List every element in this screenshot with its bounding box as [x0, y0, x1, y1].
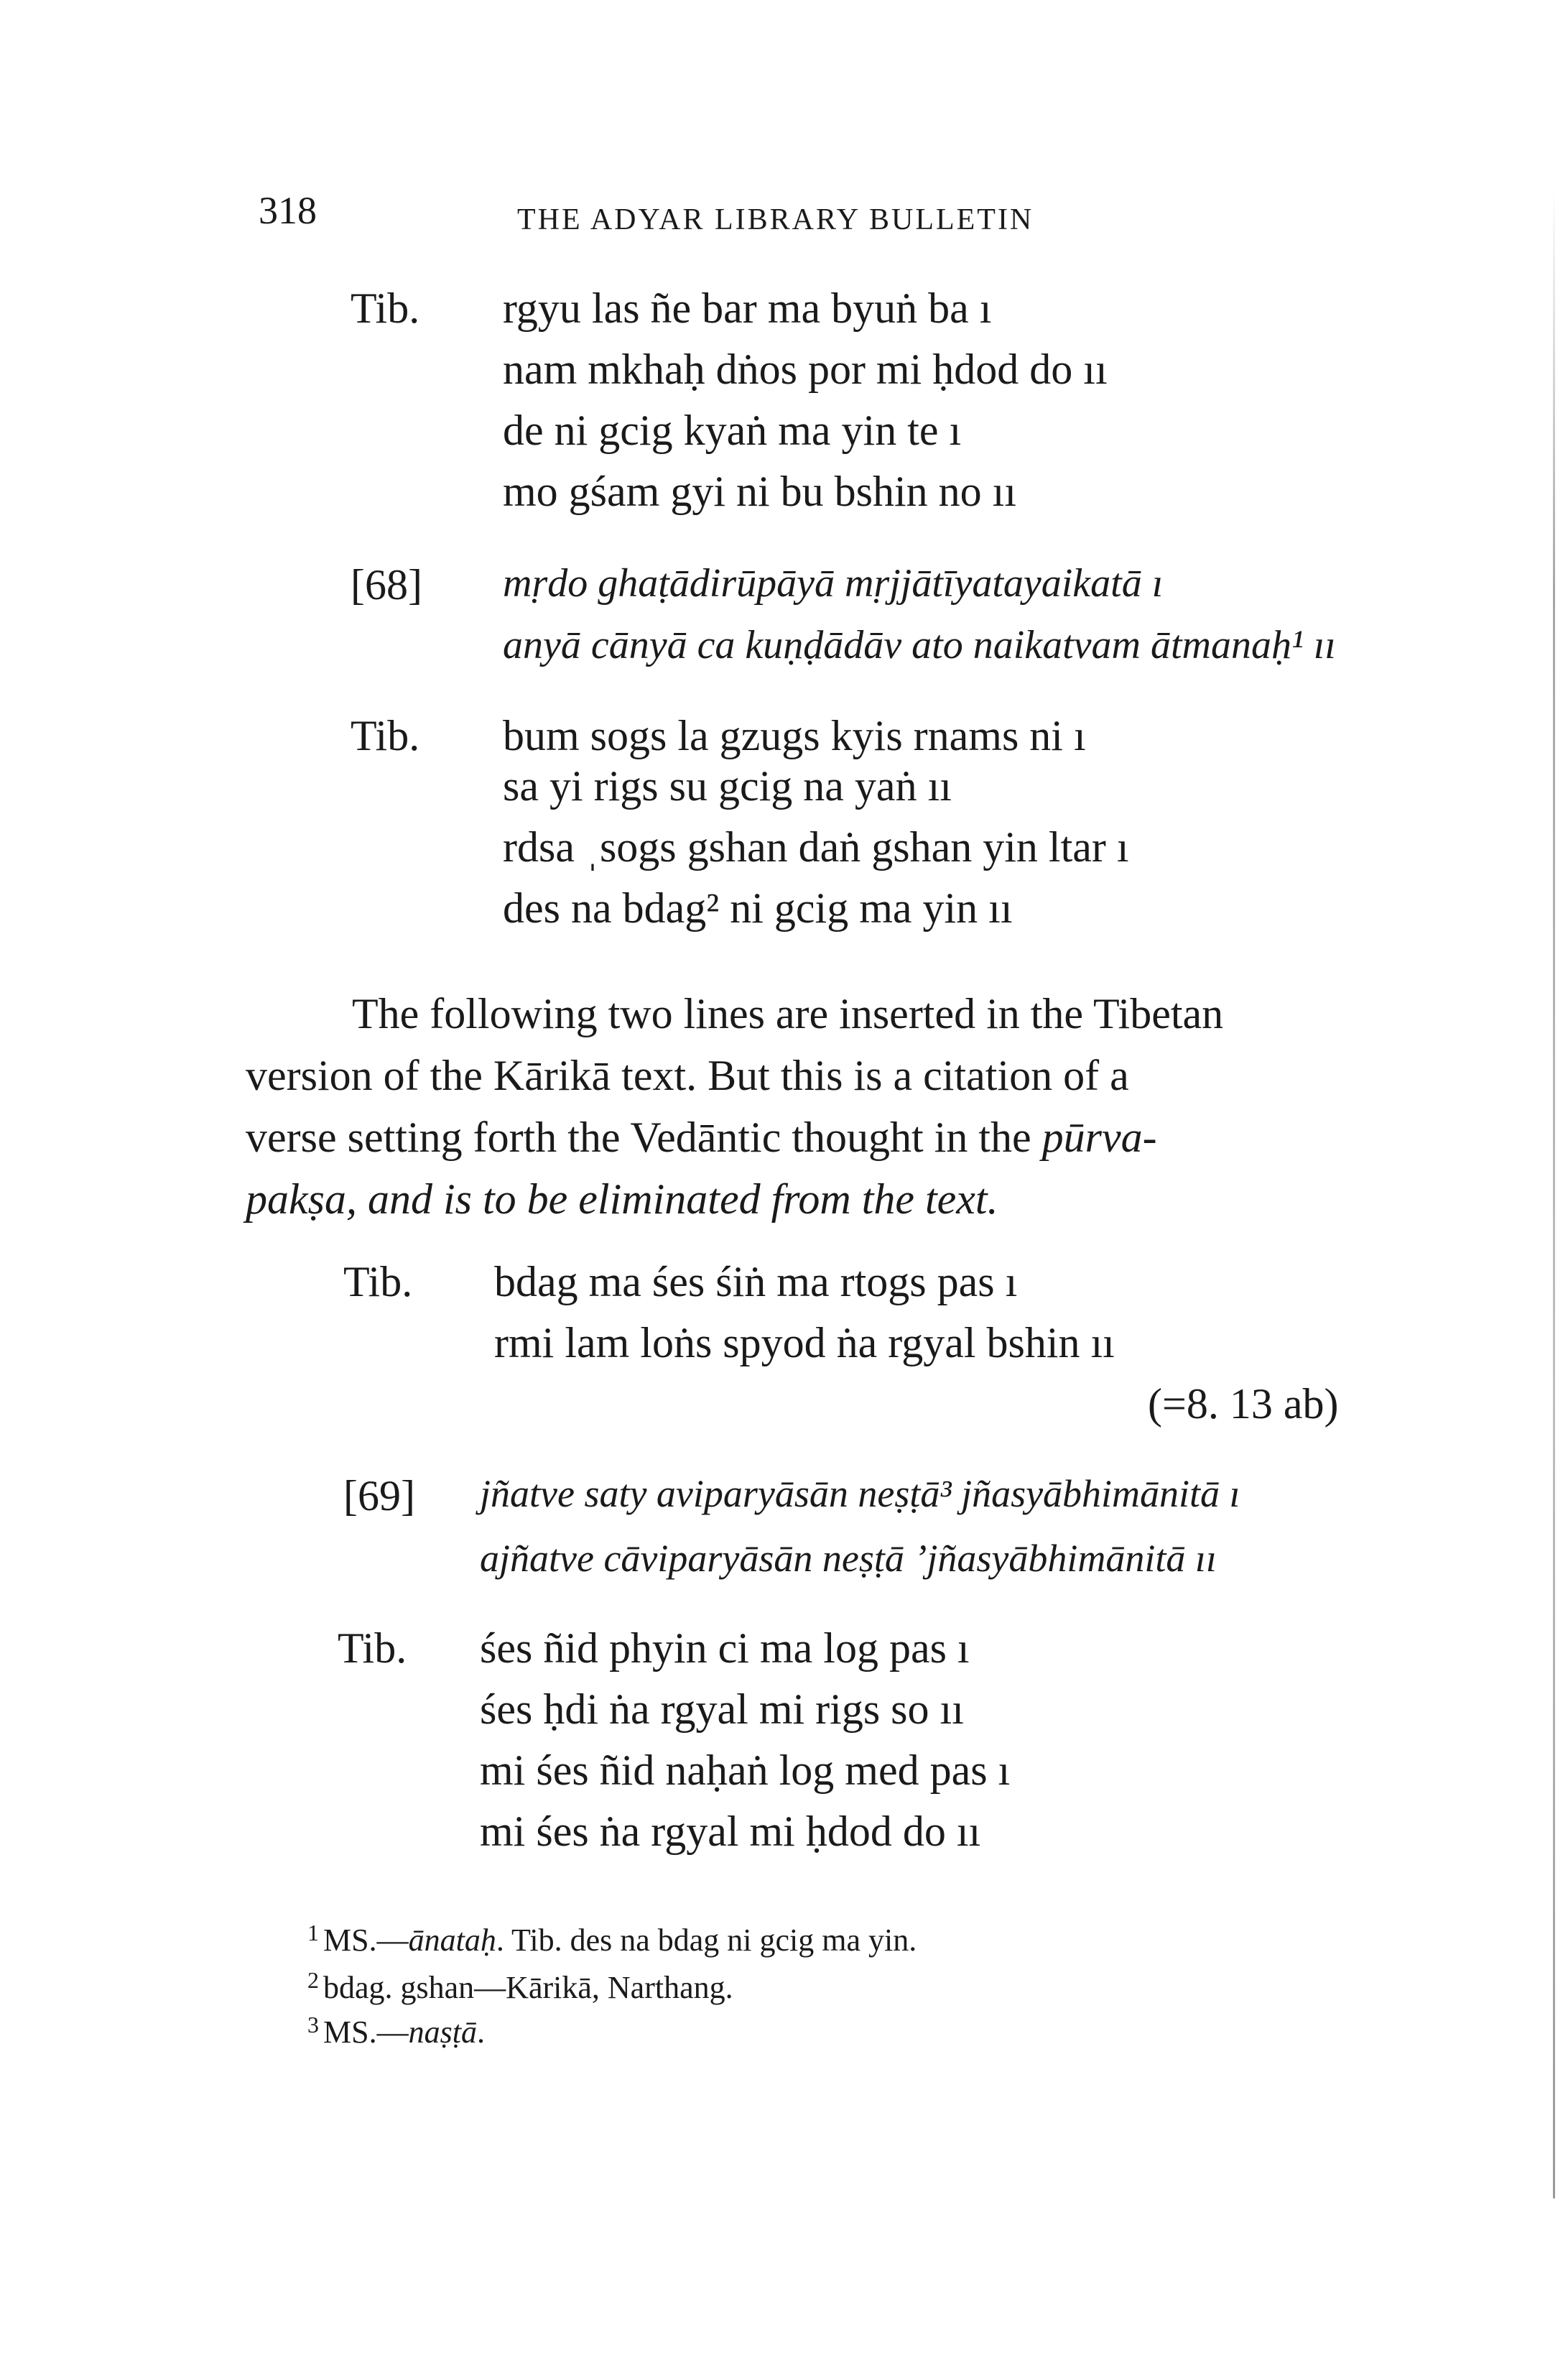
footnote-1-text: MS.— [323, 1923, 409, 1958]
footnote-3-text: MS.— [323, 2014, 409, 2050]
footnote-3-rest: . [476, 2014, 485, 2050]
paragraph-italic-term: pūrva- [1042, 1114, 1157, 1161]
paragraph-line-1: The following two lines are inserted in the Tibetan [352, 990, 1224, 1037]
paragraph-line-3 [246, 1106, 1406, 1168]
tib4-line-1: śes ñid phyin ci ma log pas ı [480, 1624, 970, 1672]
commentary-paragraph [246, 983, 1406, 1230]
verse-number-68: [68] [351, 561, 422, 609]
footnote-3-mark: 3 [307, 2012, 319, 2037]
footnote-1-italic: ānataḥ [408, 1923, 496, 1958]
tib-label-1: Tib. [351, 284, 420, 332]
tib-label-2: Tib. [351, 712, 420, 759]
verse68-line-1: mṛdo ghaṭādirūpāyā mṛjjātīyatayaikatā ı [503, 561, 1164, 606]
tib4-line-2: śes ḥdi ṅa rgyal mi rigs so ıı [480, 1685, 964, 1733]
verse68-line-2: anyā cānyā ca kuṇḍādāv ato naikatvam ātmanaḥ¹ ıı [503, 623, 1336, 667]
tib1-line-3: de ni gcig kyaṅ ma yin te ı [503, 407, 962, 454]
footnote-2-text: bdag. gshan—Kārikā, Narthang. [323, 1970, 733, 2005]
tib-label-4: Tib. [338, 1624, 407, 1672]
paragraph-line-3-text: verse setting forth the Vedāntic thought in the [246, 1114, 1042, 1161]
tib1-line-4: mo gśam gyi ni bu bshin no ıı [503, 468, 1017, 515]
tib3-line-2: rmi lam loṅs spyod ṅa rgyal bshin ıı [494, 1319, 1115, 1366]
page-edge-shadow [1553, 187, 1555, 2198]
running-title: THE ADYAR LIBRARY BULLETIN [517, 203, 1034, 236]
tib1-line-2: nam mkhaḥ dṅos por mi ḥdod do ıı [503, 346, 1108, 393]
tib4-line-3: mi śes ñid naḥaṅ log med pas ı [480, 1747, 1011, 1794]
footnote-3 [307, 2012, 485, 2050]
verse-number-69: [69] [343, 1472, 415, 1519]
cross-reference: (=8. 13 ab) [1148, 1380, 1339, 1428]
tib2-line-1: bum sogs la gzugs kyis rnams ni ı [503, 712, 1086, 759]
footnote-1-rest: . Tib. des na bdag ni gcig ma yin. [496, 1923, 917, 1958]
paragraph-line-4: pakṣa, and is to be eliminated from the text. [246, 1175, 998, 1223]
verse69-line-1: jñatve saty aviparyāsān neṣṭā³ jñasyābhimānitā ı [480, 1472, 1240, 1515]
tib2-line-3: rdsa ˌsogs gshan daṅ gshan yin ltar ı [503, 823, 1129, 871]
verse69-line-2: ajñatve cāviparyāsān neṣṭā ’jñasyābhimānitā ıı [480, 1537, 1217, 1580]
tib1-line-1: rgyu las ñe bar ma byuṅ ba ı [503, 284, 992, 332]
footnote-1 [307, 1920, 917, 1958]
footnote-2-mark: 2 [307, 1967, 319, 1993]
footnote-2 [307, 1967, 733, 2006]
tib4-line-4: mi śes ṅa rgyal mi ḥdod do ıı [480, 1808, 981, 1855]
page-number: 318 [259, 189, 317, 232]
tib2-line-4: des na bdag² ni gcig ma yin ıı [503, 884, 1013, 932]
footnote-1-mark: 1 [307, 1920, 319, 1946]
tib-label-3: Tib. [343, 1258, 413, 1305]
footnote-3-italic: naṣṭā [408, 2014, 477, 2050]
tib2-line-2: sa yi rigs su gcig na yaṅ ıı [503, 762, 952, 810]
paragraph-line-2: version of the Kārikā text. But this is a citation of a [246, 1052, 1129, 1099]
tib3-line-1: bdag ma śes śiṅ ma rtogs pas ı [494, 1258, 1018, 1305]
